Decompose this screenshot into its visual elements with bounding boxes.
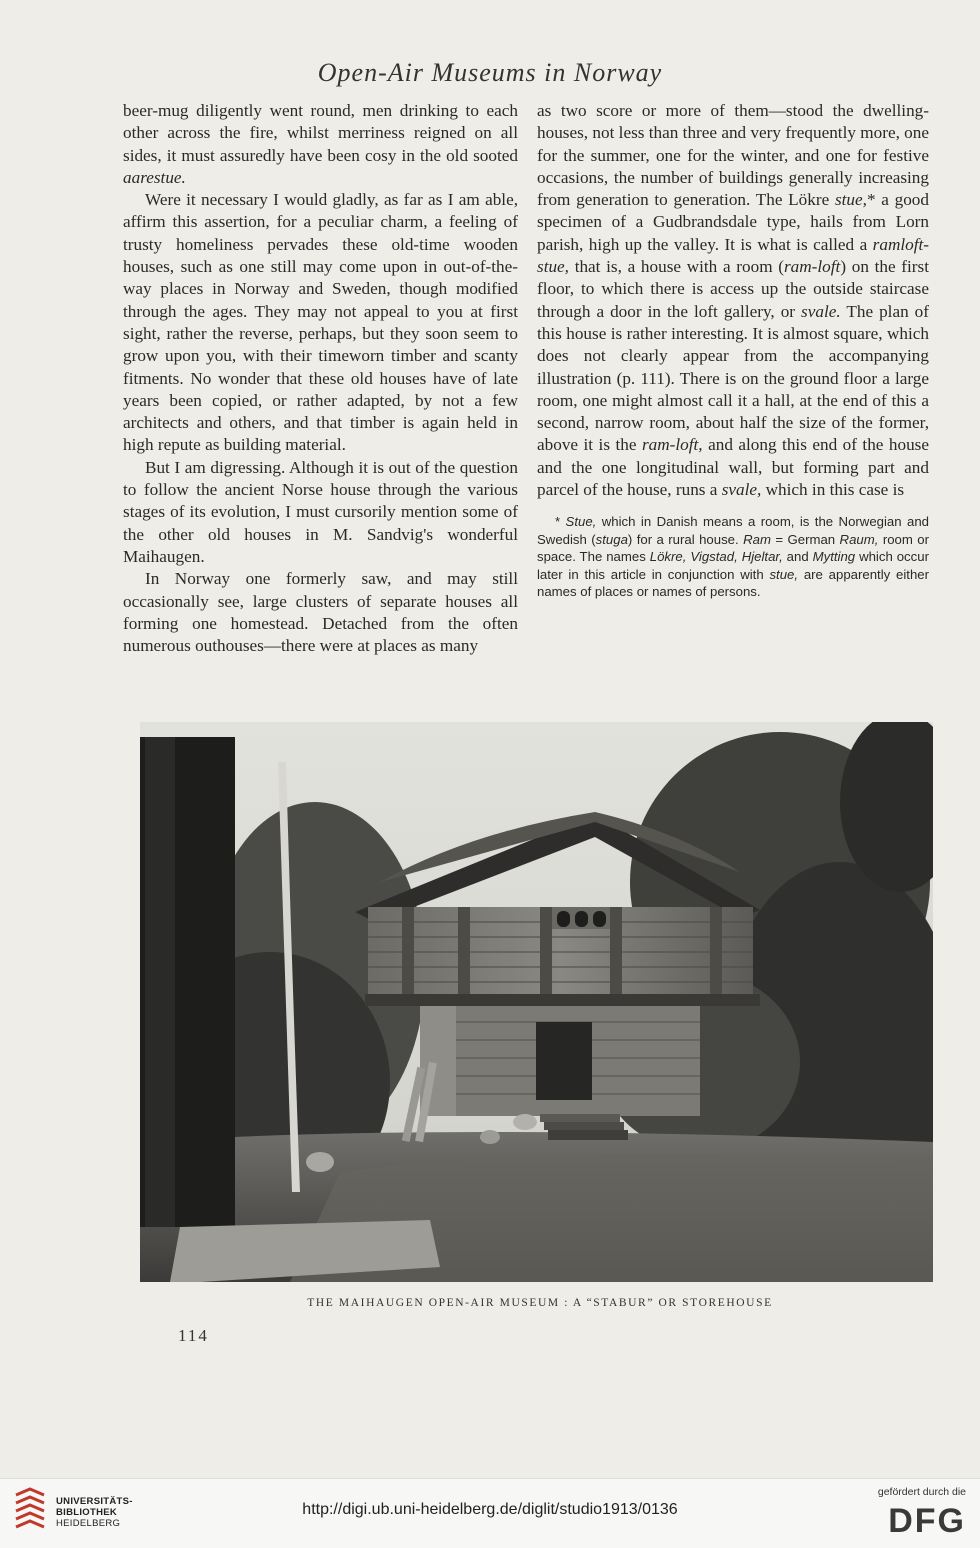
permalink-url[interactable]: http://digi.ub.uni-heidelberg.de/diglit/studio1913/0136 (302, 1501, 678, 1518)
paragraph: as two score or more of them—stood the dwelling-houses, not less than three and very frequently more, one for the summer, one for the winter, and one for festive occasions, the number of buildings generally increasing from generation to generation. The Lökre stue,* a good specimen of a Gudbrandsdale type, hails from Lorn parish, high up the valley. It is what is called a ramloft-stue, that is, a house with a room (ram-loft) on the first floor, to which there is access up the outside staircase through a door in the loft gallery, or svale. The plan of this house is rather interesting. It is almost square, which does not clearly appear from the accompanying illustration (p. 111). There is on the ground floor a large room, one might almost call it a hall, at the end of this a second, narrow room, about half the size of the former, above it is the ram-loft, and along this end of the house and the one longitudinal wall, but forming part and parcel of the house, runs a svale, which in this case is (537, 101, 930, 500)
page-number: 114 (178, 1326, 209, 1345)
figure-caption: THE MAIHAUGEN OPEN-AIR MUSEUM : A “STABUR” OR STOREHOUSE (307, 1297, 773, 1309)
library-name[interactable]: UNIVERSITÄTS- BIBLIOTHEK HEIDELBERG (56, 1496, 133, 1529)
right-text-column (537, 100, 929, 600)
footnote: * Stue, which in Danish means a room, is the Norwegian and Swedish (stuga) for a rural house. Ram = German Raum, room or space. The names Lökre, Vigstad, Hjeltar, and Mytting which occur later in this article in conjunction with stue, are apparently either names of places or names of persons. (537, 514, 930, 599)
left-text-column (123, 100, 518, 657)
funded-by-label: gefördert durch die (877, 1486, 966, 1498)
dfg-logo[interactable]: DFG (888, 1502, 966, 1540)
paragraph: beer-mug diligently went round, men drinking to each other across the fire, whilst merriness reigned on all sides, it must assuredly have been cosy in the old sooted aarestue. (123, 101, 518, 187)
paragraph: Were it necessary I would gladly, as far as I am able, affirm this assertion, for a peculiar charm, a feeling of trusty homeliness pervades these old-time wooden houses, such as one still may come upon in out-of-the-way places in Norway and Sweden, though modified through the ages. They may not appeal to you at first sight, rather the reverse, perhaps, but they soon seem to grow upon you, with their timeworn timber and scanty fitments. No wonder that these old houses have of late years been copied, or rather adapted, by not a few architects and others, and that timber is again held in high repute as building material. (123, 190, 518, 455)
paragraph: In Norway one formerly saw, and may still occasionally see, large clusters of separate houses all forming one homestead. Detached from the often numerous outhouses—there were at places as many (123, 569, 518, 656)
storehouse-photograph (140, 722, 933, 1282)
running-head: Open-Air Museums in Norway (317, 58, 663, 87)
viewer-footer (0, 1478, 980, 1548)
paragraph: But I am digressing. Although it is out of the question to follow the ancient Norse house through the various stages of its evolution, I must cursorily mention some of the other old houses in M. Sandvig's wonderful Maihaugen. (123, 457, 518, 566)
